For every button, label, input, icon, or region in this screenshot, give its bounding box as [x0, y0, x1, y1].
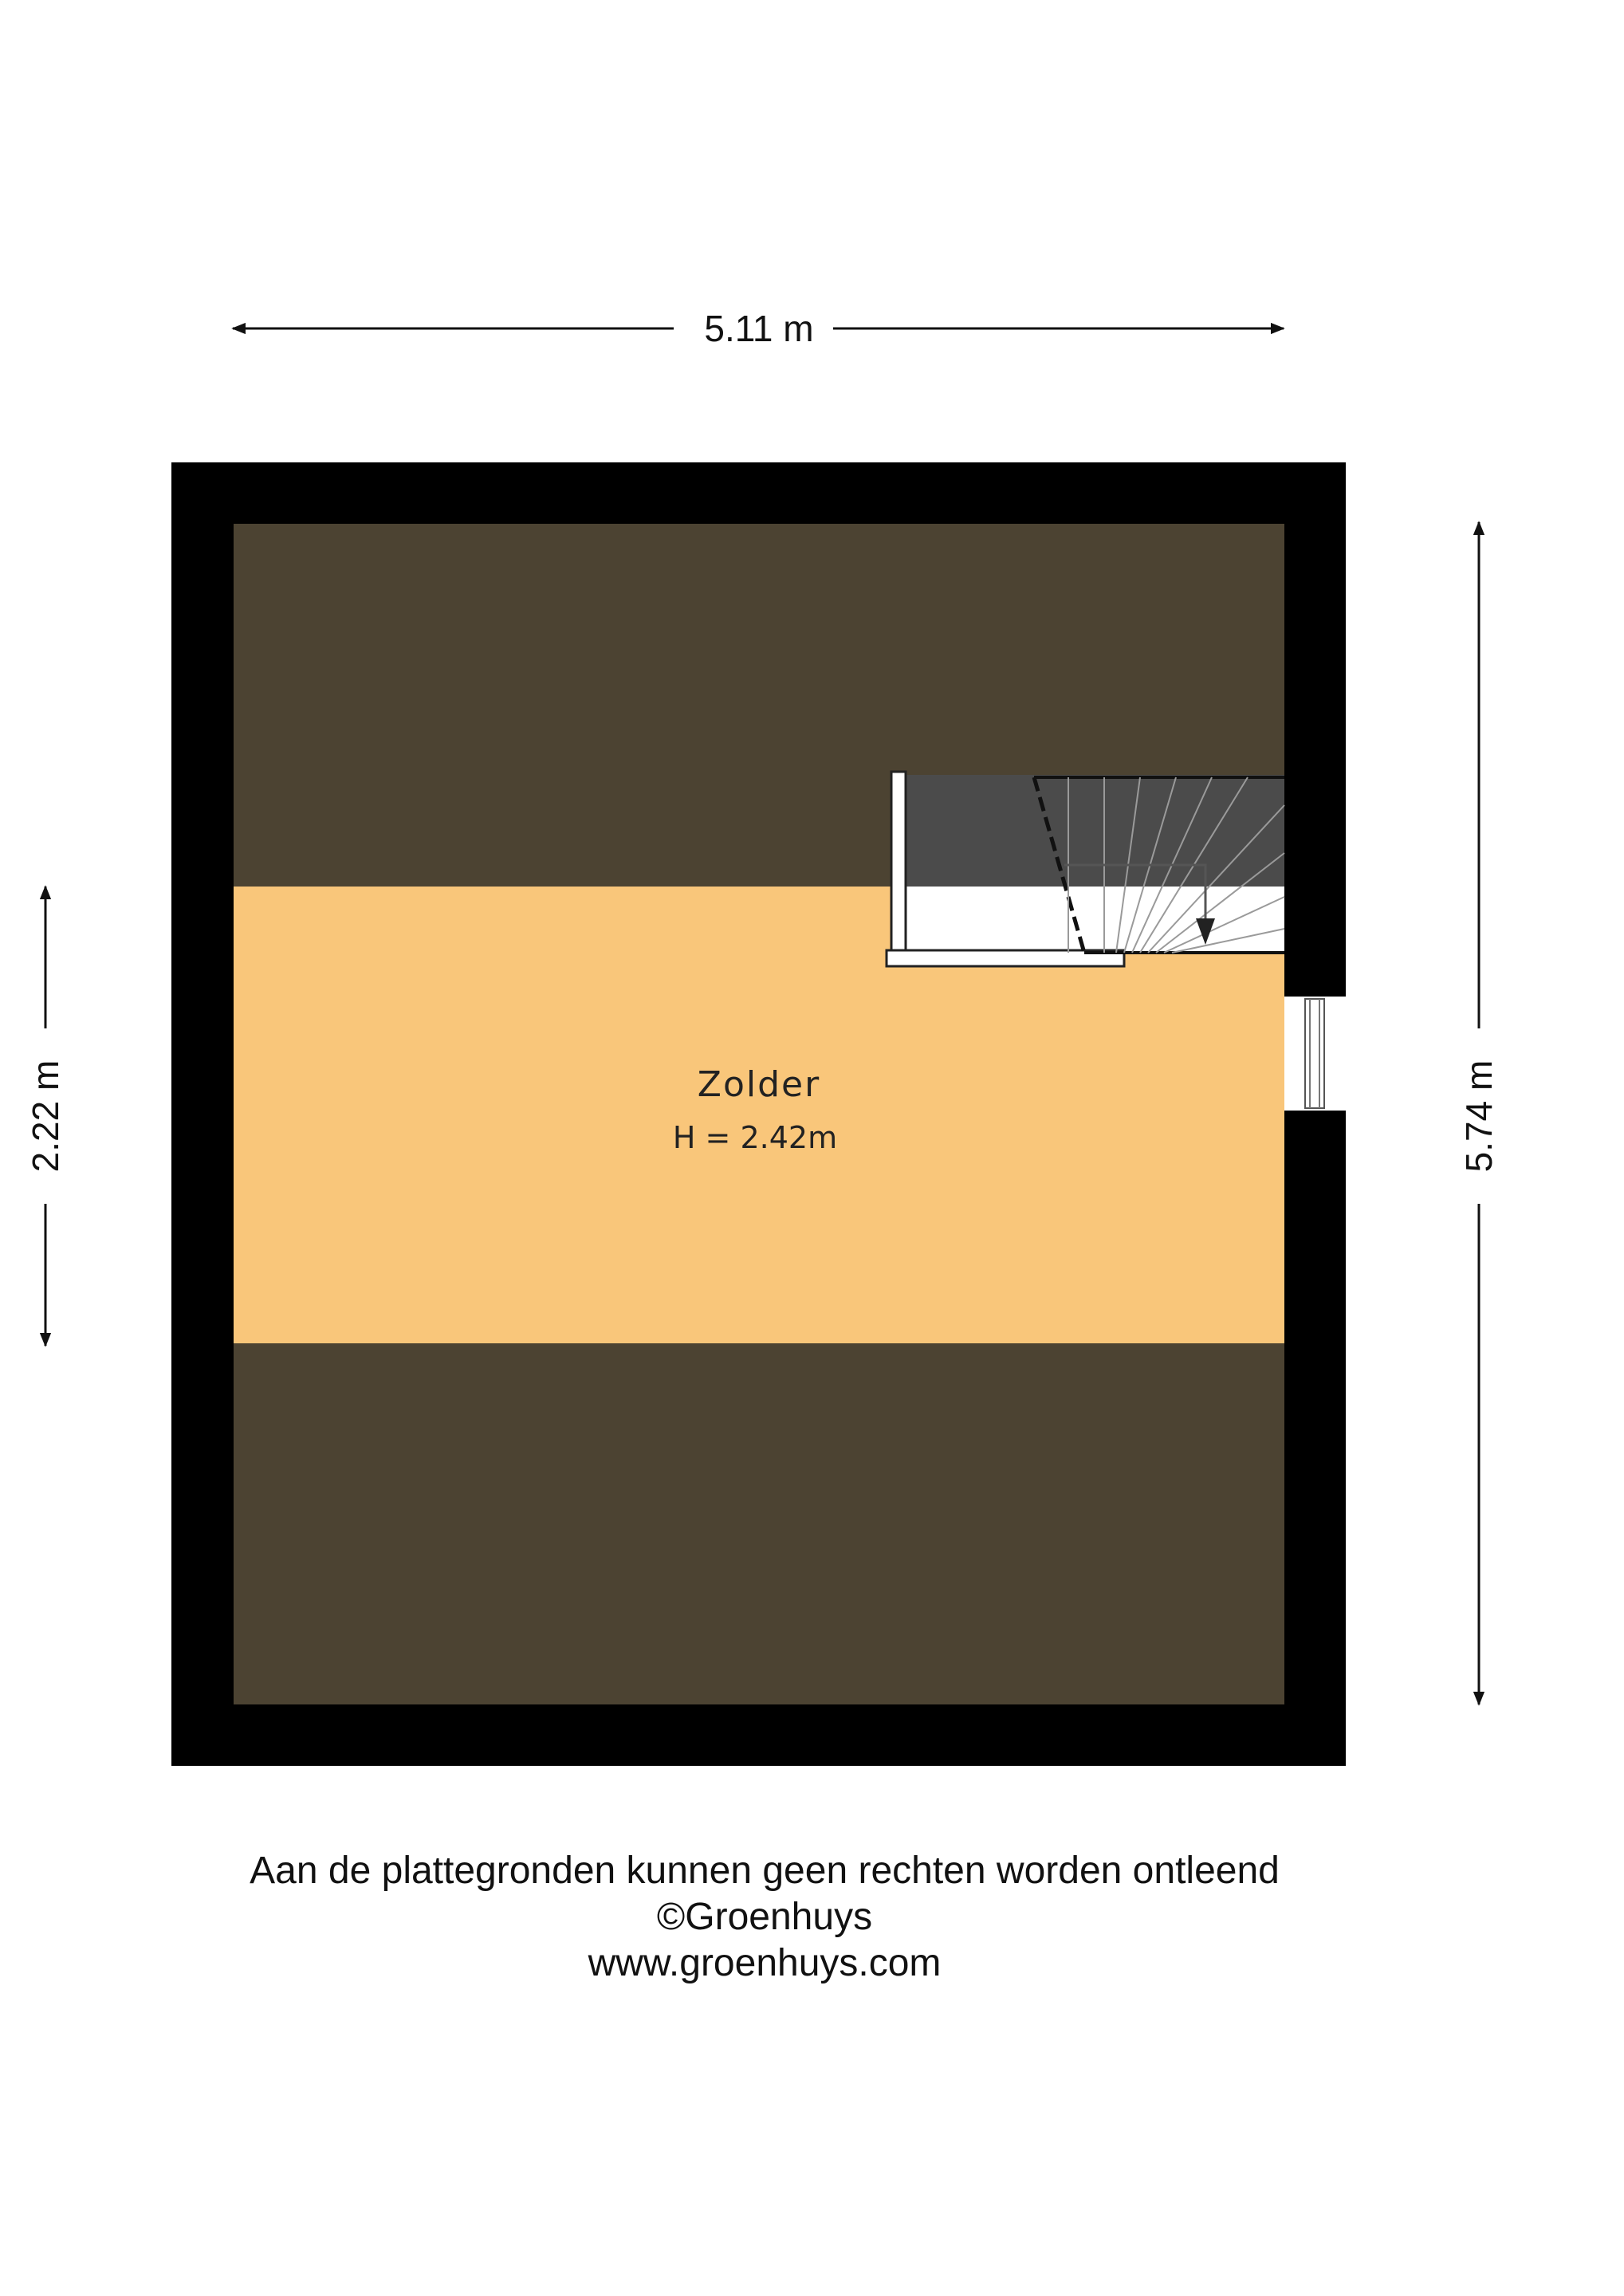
room-name: Zolder [697, 1064, 821, 1105]
copyright-text: ©Groenhuys [656, 1896, 873, 1938]
low-ceiling-zone-bottom [234, 1343, 1284, 1704]
dimension-height-left-label: 2.22 m [25, 1060, 66, 1173]
room-height: H = 2.42m [672, 1120, 838, 1155]
dimension-width-label: 5.11 m [704, 308, 814, 349]
disclaimer-text: Aan de plattegronden kunnen geen rechten worden ontleend [250, 1850, 1280, 1892]
dimension-height-right-label: 5.74 m [1458, 1060, 1500, 1173]
room-floor [234, 887, 1284, 1343]
website-text: www.groenhuys.com [588, 1942, 942, 1984]
staircase [887, 772, 1284, 966]
window [1284, 997, 1346, 1111]
dimension-height-right [1458, 522, 1500, 1704]
dimension-width [233, 308, 1284, 349]
footer [0, 1848, 1529, 1987]
dimension-height-left [25, 887, 66, 1346]
